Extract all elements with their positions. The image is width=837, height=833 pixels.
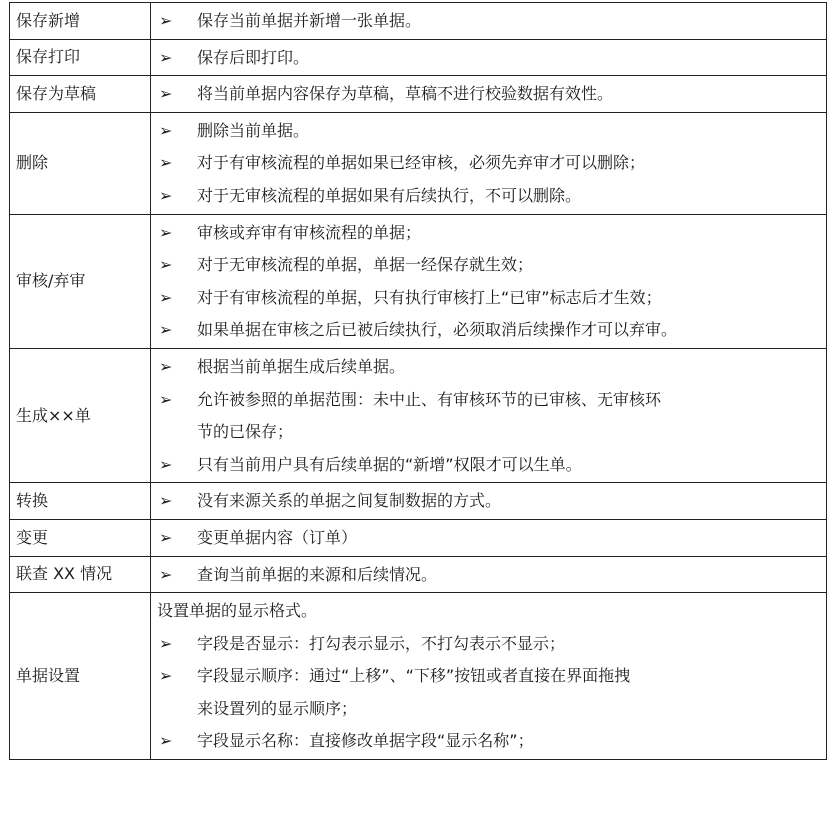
row-description-cell xyxy=(151,556,827,593)
description-line xyxy=(151,595,826,628)
line-text: 字段显示顺序：通过“上移”、“下移”按钮或者直接在界面拖拽 xyxy=(197,666,631,686)
arrow-bullet-icon: ➢ xyxy=(159,564,173,584)
row-description-cell xyxy=(151,593,827,760)
row-term: 审核/弃审 xyxy=(16,271,86,291)
table-row xyxy=(10,214,827,348)
line-text: 来设置列的显示顺序； xyxy=(197,698,358,718)
line-text: 只有当前用户具有后续单据的“新增”权限才可以生单。 xyxy=(197,454,582,474)
row-term: 变更 xyxy=(16,527,49,547)
bullet-item xyxy=(151,485,826,518)
bullet-item xyxy=(151,5,826,38)
bullet-item xyxy=(151,522,826,555)
table-row xyxy=(10,76,827,113)
bullet-item xyxy=(151,42,826,75)
bullet-item xyxy=(151,559,826,592)
line-text: 没有来源关系的单据之间复制数据的方式。 xyxy=(197,491,502,511)
bullet-item xyxy=(151,351,826,384)
table-row xyxy=(10,348,827,482)
row-description-cell xyxy=(151,112,827,214)
row-description-cell xyxy=(151,214,827,348)
arrow-bullet-icon: ➢ xyxy=(159,389,173,409)
arrow-bullet-icon: ➢ xyxy=(159,731,173,751)
line-text: 对于有审核流程的单据，只有执行审核打上“已审”标志后才生效； xyxy=(197,287,662,307)
line-text: 保存当前单据并新增一张单据。 xyxy=(197,11,422,30)
bullet-item xyxy=(151,384,826,417)
line-text: 删除当前单据。 xyxy=(197,120,310,140)
arrow-bullet-icon: ➢ xyxy=(159,84,173,104)
line-text: 对于有审核流程的单据如果已经审核，必须先弃审才可以删除； xyxy=(197,153,646,173)
description-line xyxy=(151,416,826,449)
bullet-item xyxy=(151,449,826,482)
table-row xyxy=(10,39,827,76)
function-table-body xyxy=(10,3,827,760)
table-row xyxy=(10,112,827,214)
row-description-cell xyxy=(151,519,827,556)
row-description-cell xyxy=(151,348,827,482)
row-description-cell xyxy=(151,3,827,40)
bullet-item xyxy=(151,180,826,213)
arrow-bullet-icon: ➢ xyxy=(159,320,173,340)
description-line xyxy=(151,693,826,726)
line-text: 对于无审核流程的单据，单据一经保存就生效； xyxy=(197,255,534,275)
bullet-item xyxy=(151,725,826,758)
table-row xyxy=(10,483,827,520)
line-text: 设置单据的显示格式。 xyxy=(157,601,318,621)
line-text: 将当前单据内容保存为草稿，草稿不进行校验数据有效性。 xyxy=(197,84,614,104)
line-text: 节的已保存； xyxy=(197,422,294,442)
row-term-cell xyxy=(10,112,151,214)
arrow-bullet-icon: ➢ xyxy=(159,47,173,67)
bullet-item xyxy=(151,660,826,693)
arrow-bullet-icon: ➢ xyxy=(159,287,173,307)
row-term: 保存新增 xyxy=(16,10,81,30)
line-text: 保存后即打印。 xyxy=(197,47,310,67)
line-text: 对于无审核流程的单据如果有后续执行，不可以删除。 xyxy=(197,185,582,205)
line-text: 字段是否显示：打勾表示显示，不打勾表示不显示； xyxy=(197,633,566,653)
row-term-cell xyxy=(10,214,151,348)
row-term: 联查 XX 情况 xyxy=(16,564,113,584)
row-description-cell xyxy=(151,76,827,113)
row-term: 生成××单 xyxy=(16,405,91,425)
table-row xyxy=(10,593,827,760)
arrow-bullet-icon: ➢ xyxy=(159,666,173,686)
line-text: 查询当前单据的来源和后续情况。 xyxy=(197,564,438,584)
line-text: 允许被参照的单据范围：未中止、有审核环节的已审核、无审核环 xyxy=(197,389,662,409)
arrow-bullet-icon: ➢ xyxy=(159,185,173,205)
arrow-bullet-icon: ➢ xyxy=(159,527,173,547)
table-row xyxy=(10,519,827,556)
row-term-cell xyxy=(10,76,151,113)
bullet-item xyxy=(151,628,826,661)
bullet-item xyxy=(151,217,826,250)
function-table xyxy=(9,2,827,760)
arrow-bullet-icon: ➢ xyxy=(159,120,173,140)
row-term-cell xyxy=(10,593,151,760)
bullet-item xyxy=(151,282,826,315)
arrow-bullet-icon: ➢ xyxy=(159,255,173,275)
arrow-bullet-icon: ➢ xyxy=(159,454,173,474)
row-term: 保存打印 xyxy=(16,47,81,67)
row-description-cell xyxy=(151,39,827,76)
row-term-cell xyxy=(10,556,151,593)
row-term-cell xyxy=(10,519,151,556)
arrow-bullet-icon: ➢ xyxy=(159,356,173,376)
line-text: 如果单据在审核之后已被后续执行，必须取消后续操作才可以弃审。 xyxy=(197,320,678,340)
arrow-bullet-icon: ➢ xyxy=(159,222,173,242)
bullet-item xyxy=(151,314,826,347)
bullet-item xyxy=(151,249,826,282)
row-term: 转换 xyxy=(16,491,49,511)
arrow-bullet-icon: ➢ xyxy=(159,11,173,30)
row-term: 删除 xyxy=(16,153,49,173)
line-text: 字段显示名称：直接修改单据字段“显示名称”； xyxy=(197,731,534,751)
row-term-cell xyxy=(10,483,151,520)
line-text: 审核或弃审有审核流程的单据； xyxy=(197,222,422,242)
line-text: 根据当前单据生成后续单据。 xyxy=(197,356,406,376)
row-term-cell xyxy=(10,348,151,482)
row-description-cell xyxy=(151,483,827,520)
bullet-item xyxy=(151,147,826,180)
arrow-bullet-icon: ➢ xyxy=(159,153,173,173)
arrow-bullet-icon: ➢ xyxy=(159,491,173,511)
table-row xyxy=(10,556,827,593)
bullet-item xyxy=(151,115,826,148)
row-term-cell xyxy=(10,39,151,76)
row-term: 单据设置 xyxy=(16,666,81,686)
row-term-cell xyxy=(10,3,151,40)
arrow-bullet-icon: ➢ xyxy=(159,633,173,653)
bullet-item xyxy=(151,78,826,111)
line-text: 变更单据内容（订单） xyxy=(197,527,358,547)
table-row xyxy=(10,3,827,40)
row-term: 保存为草稿 xyxy=(16,83,97,103)
